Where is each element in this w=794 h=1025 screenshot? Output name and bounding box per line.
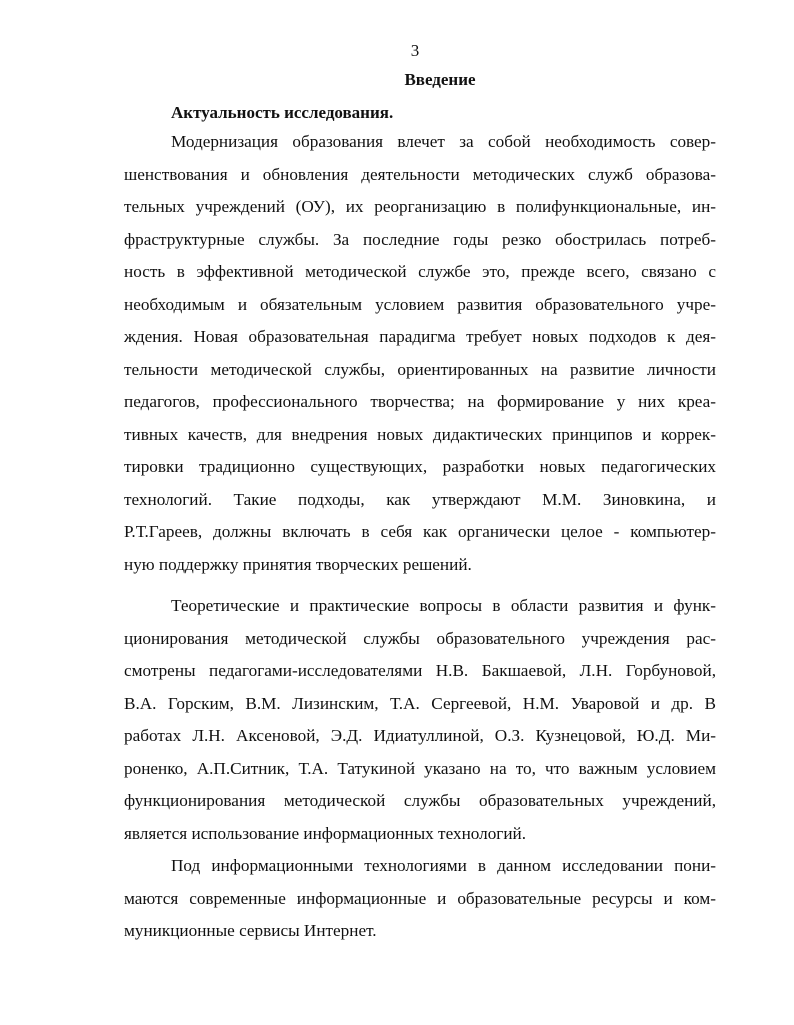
paragraph-relevance [124, 126, 716, 581]
text-line: ность в эффективной методической службе это, прежде всего, связано с [124, 262, 716, 281]
text-line: ционирования методической службы образовательного учреждения рас- [124, 628, 716, 648]
subsection-heading: Актуальность исследования. [171, 103, 394, 122]
text-line: тировки традиционно существующих, разработки новых педагогических [124, 457, 716, 476]
text-line: педагогов, профессионального творчества; на формирование у них креа- [124, 392, 716, 411]
text-line: ждения. Новая образовательная парадигма требует новых подходов к дея- [124, 327, 716, 346]
text-line: ную поддержку принятия творческих решений. [124, 554, 472, 574]
text-line: маются современные информационные и образовательные ресурсы и ком- [124, 888, 716, 908]
text-line: Р.Т.Гареев, должны включать в себя как органически целое - компьютер- [124, 522, 716, 541]
text-line: муникционные сервисы Интернет. [124, 921, 377, 940]
text-line: необходимым и обязательным условием развития образовательного учре- [124, 294, 716, 314]
text-line: технологий. Такие подходы, как утверждают М.М. Зиновкина, и [124, 489, 716, 509]
text-line: фраструктурные службы. За последние годы резко обострилась потреб- [124, 229, 716, 249]
text-line: является использование информационных технологий. [124, 823, 527, 843]
text-line: шенствования и обновления деятельности методических служб образова- [124, 164, 716, 184]
text-line: Теоретические и практические вопросы в области развития и функ- [171, 596, 716, 615]
text-line: В.А. Горским, В.М. Лизинским, Т.А. Сергеевой, Н.М. Уваровой и др. В [124, 693, 716, 713]
text-line: тельности методической службы, ориентированных на развитие личности [124, 359, 716, 379]
text-line: тивных качеств, для внедрения новых дидактических принципов и коррек- [124, 424, 716, 444]
paragraph-definition [124, 850, 716, 948]
text-line: Под информационными технологиями в данном исследовании пони- [171, 856, 716, 875]
text-line: функционирования методической службы образовательных учреждений, [124, 791, 716, 810]
text-line: роненко, А.П.Ситник, Т.А. Татукиной указано на то, что важным условием [124, 758, 716, 778]
section-heading: Введение [404, 70, 476, 89]
text-line: работах Л.Н. Аксеновой, Э.Д. Идиатуллиной, О.З. Кузнецовой, Ю.Д. Ми- [124, 726, 716, 745]
text-line: смотрены педагогами-исследователями Н.В. Бакшаевой, Л.Н. Горбуновой, [124, 661, 716, 680]
page-number: 3 [410, 41, 420, 60]
paragraph-research-review [124, 590, 716, 850]
text-line: тельных учреждений (ОУ), их реорганизацию в полифункциональные, ин- [124, 197, 716, 216]
text-line: Модернизация образования влечет за собой необходимость совер- [171, 132, 716, 151]
